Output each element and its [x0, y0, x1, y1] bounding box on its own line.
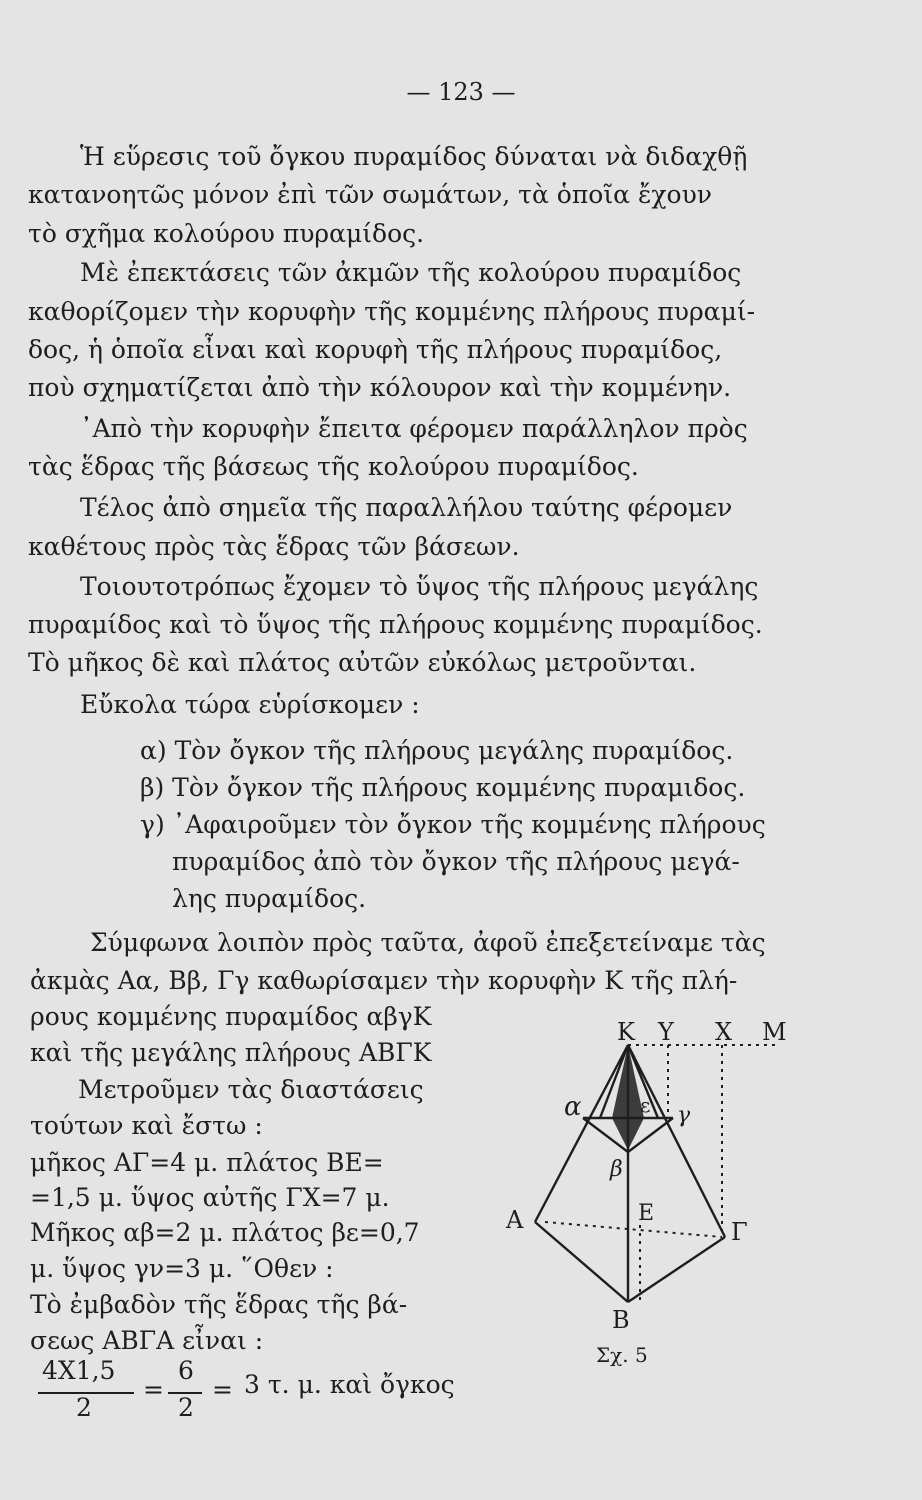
formula-equals-1: =	[143, 1375, 164, 1404]
label-M: Μ	[762, 1018, 787, 1046]
formula-tail: 3 τ. μ. καὶ ὄγκος	[244, 1370, 455, 1399]
para5-line2: πυραμίδος καὶ τὸ ὕψος τῆς πλήρους κομμένης πυραμίδος.	[28, 610, 763, 639]
list-item-c-line1: γ) ᾿Αφαιροῦμεν τὸν ὄγκον τῆς κομμένης πλήρους	[140, 810, 766, 839]
para7-line11: Τὸ ἐμβαδὸν τῆς ἕδρας τῆς βά-	[30, 1290, 408, 1319]
label-epsilon: ε	[640, 1093, 651, 1117]
label-K: Κ	[617, 1018, 635, 1046]
para1-line1: Ἡ εὕρεσις τοῦ ὄγκου πυραμίδος δύναται νὰ διδαχθῇ	[80, 142, 748, 171]
para5-line3: Τὸ μῆκος δὲ καὶ πλάτος αὐτῶν εὐκόλως μετροῦνται.	[28, 648, 697, 677]
para5-line1: Τοιουτοτρόπως ἔχομεν τὸ ὕψος τῆς πλήρους μεγάλης	[80, 572, 759, 601]
para3-line2: τὰς ἕδρας τῆς βάσεως τῆς κολούρου πυραμίδος.	[28, 452, 639, 481]
label-alpha: α	[564, 1092, 582, 1122]
formula-numerator-1: 4Χ1,5	[42, 1356, 116, 1385]
page-number: — 123 —	[406, 78, 516, 106]
label-Y: Υ	[658, 1018, 674, 1046]
diagonal-AGamma	[545, 1222, 722, 1237]
para7-line4: καὶ τῆς μεγάλης πλήρους ΑΒΓΚ	[30, 1038, 432, 1067]
para7-line8: =1,5 μ. ὕψος αὐτῆς ΓΧ=7 μ.	[30, 1183, 390, 1212]
formula-equals-2: =	[212, 1375, 233, 1404]
label-X: Χ	[715, 1018, 733, 1046]
edge-GammaB	[628, 1237, 725, 1302]
label-B: Β	[612, 1306, 630, 1334]
para4-line1: Τέλος ἀπὸ σημεῖα τῆς παραλλήλου ταύτης φέρομεν	[80, 493, 733, 522]
para7-line12: σεως ΑΒΓΑ εἶναι :	[30, 1326, 264, 1355]
edge-AB	[535, 1222, 628, 1302]
label-Gamma: Γ	[731, 1218, 748, 1246]
formula-numerator-2: 6	[178, 1356, 194, 1385]
para2-line4: ποὺ σχηματίζεται ἀπὸ τὴν κόλουρον καὶ τὴν κομμένην.	[28, 373, 732, 402]
para1-line2: κατανοητῶς μόνον ἐπὶ τῶν σωμάτων, τὰ ὁποῖα ἔχουν	[28, 180, 712, 209]
para3-line1: ᾿Απὸ τὴν κορυφὴν ἔπειτα φέρομεν παράλληλον πρὸς	[80, 414, 748, 443]
list-item-c-line3: λης πυραμίδος.	[172, 884, 367, 913]
para7-line10: μ. ὕψος γν=3 μ. ῞Οθεν :	[30, 1254, 334, 1283]
para2-line1: Μὲ ἐπεκτάσεις τῶν ἀκμῶν τῆς κολούρου πυραμίδος	[80, 258, 742, 287]
label-A: Α	[506, 1206, 524, 1234]
formula-denominator-2: 2	[178, 1393, 194, 1422]
para2-line2: καθορίζομεν τὴν κορυφὴν τῆς κομμένης πλήρους πυραμί-	[28, 297, 756, 326]
para7-line9: Μῆκος αβ=2 μ. πλάτος βε=0,7	[30, 1218, 420, 1247]
para1-line3: τὸ σχῆμα κολούρου πυραμίδος.	[28, 219, 425, 248]
label-E: Ε	[638, 1201, 655, 1226]
para7-line1: Σύμφωνα λοιπὸν πρὸς ταῦτα, ἀφοῦ ἐπεξετείναμε τὰς	[90, 928, 766, 957]
list-item-c-line2: πυραμίδος ἀπὸ τὸν ὄγκον τῆς πλήρους μεγά-	[172, 847, 740, 876]
label-beta-small: β	[610, 1157, 623, 1182]
list-item-a: α) Τὸν ὄγκον τῆς πλήρους μεγάλης πυραμίδος.	[140, 736, 734, 765]
para7-line3: ρους κομμένης πυραμίδος αβγΚ	[30, 1002, 432, 1031]
para7-line2: ἀκμὰς Αα, Ββ, Γγ καθωρίσαμεν τὴν κορυφὴν Κ τῆς πλή-	[30, 966, 738, 995]
para7-line5: Μετροῦμεν τὰς διαστάσεις	[78, 1075, 424, 1104]
para7-line7: μῆκος ΑΓ=4 μ. πλάτος ΒΕ=	[30, 1148, 384, 1177]
figure-caption: Σχ. 5	[596, 1343, 648, 1367]
para7-line6: τούτων καὶ ἔστω :	[30, 1111, 263, 1140]
formula-denominator-1: 2	[76, 1393, 92, 1422]
label-gamma-small: γ	[677, 1103, 691, 1128]
edge-KA	[535, 1045, 628, 1222]
para2-line3: δος, ἡ ὁποῖα εἶναι καὶ κορυφὴ τῆς πλήρους πυραμίδος,	[28, 335, 723, 364]
para4-line2: καθέτους πρὸς τὰς ἕδρας τῶν βάσεων.	[28, 532, 520, 561]
para6-line1: Εὔκολα τώρα εὑρίσκομεν :	[80, 690, 420, 719]
list-item-b: β) Τὸν ὄγκον τῆς πλήρους κομμένης πυραμιδος.	[140, 773, 746, 802]
